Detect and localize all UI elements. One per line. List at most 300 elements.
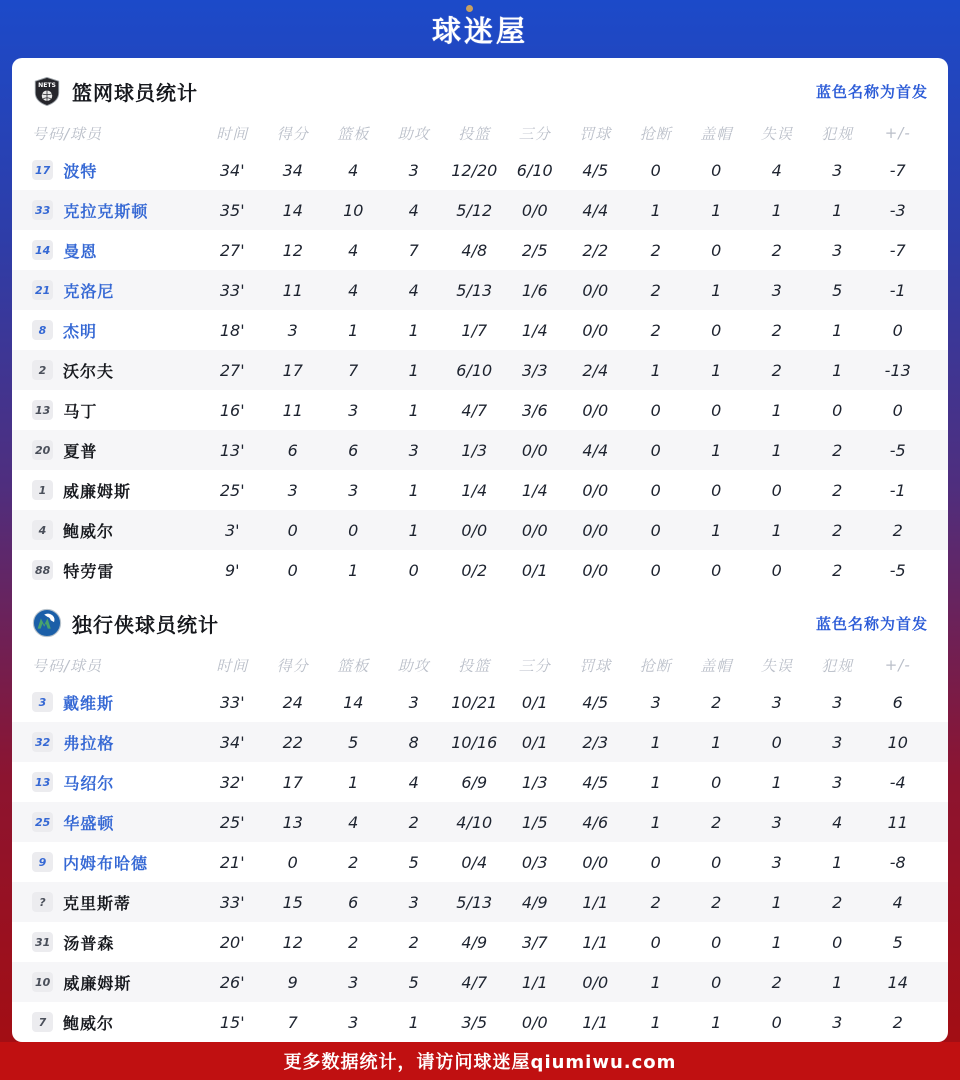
column-header-steals: 抢断 xyxy=(639,656,672,675)
stat-fouls: 4 xyxy=(832,812,843,832)
stat-assists: 0 xyxy=(408,560,419,580)
nets-stats-section xyxy=(12,58,948,590)
section-header xyxy=(12,58,948,116)
stat-steals: 2 xyxy=(650,280,661,300)
stat-steals: 0 xyxy=(650,160,661,180)
footer-link[interactable]: 更多数据统计，请访问球迷屋qiumiwu.com xyxy=(283,1052,677,1073)
player-name: 汤普森 xyxy=(63,933,115,953)
footer-banner xyxy=(0,1042,960,1080)
stat-three-pt: 0/0 xyxy=(521,440,548,460)
stat-steals: 1 xyxy=(650,732,661,752)
player-row xyxy=(12,190,948,230)
player-cell xyxy=(32,771,202,794)
jersey-number-badge: 13 xyxy=(32,400,53,420)
player-cell xyxy=(32,199,202,222)
stat-assists: 1 xyxy=(408,320,419,340)
stat-blocks: 1 xyxy=(711,200,722,220)
stat-fouls: 2 xyxy=(832,892,843,912)
player-name: 杰明 xyxy=(63,321,98,341)
player-cell xyxy=(32,851,202,874)
jersey-number-badge: 2 xyxy=(32,360,53,380)
stat-three-pt: 0/3 xyxy=(521,852,548,872)
stat-blocks: 1 xyxy=(711,280,722,300)
player-name: 波特 xyxy=(63,161,98,181)
jersey-number-badge: 25 xyxy=(32,812,53,832)
starter-legend: 蓝色名称为首发 xyxy=(815,614,928,633)
stat-fg: 1/3 xyxy=(461,440,488,460)
stat-turnovers: 2 xyxy=(771,972,782,992)
stat-points: 7 xyxy=(287,1012,298,1032)
stat-steals: 0 xyxy=(650,480,661,500)
player-row xyxy=(12,470,948,510)
player-cell xyxy=(32,279,202,302)
player-cell xyxy=(32,691,202,714)
stat-assists: 2 xyxy=(408,932,419,952)
stat-fg: 10/16 xyxy=(451,732,498,752)
stat-rebounds: 3 xyxy=(348,1012,359,1032)
stat-steals: 2 xyxy=(650,892,661,912)
column-header-time: 时间 xyxy=(216,124,249,143)
stat-rebounds: 4 xyxy=(348,240,359,260)
player-row xyxy=(12,1002,948,1042)
stat-rebounds: 4 xyxy=(348,280,359,300)
stat-fouls: 2 xyxy=(832,520,843,540)
stat-assists: 3 xyxy=(408,440,419,460)
player-row xyxy=(12,882,948,922)
stat-plus-minus: -1 xyxy=(889,280,906,300)
player-cell xyxy=(32,359,202,382)
player-cell xyxy=(32,439,202,462)
section-title: 独行侠球员统计 xyxy=(72,612,219,637)
player-row xyxy=(12,842,948,882)
stat-fouls: 3 xyxy=(832,772,843,792)
column-header-three-pt: 三分 xyxy=(518,656,551,675)
stat-fg: 4/9 xyxy=(461,932,488,952)
stat-time: 3' xyxy=(224,520,240,540)
stat-turnovers: 1 xyxy=(771,440,782,460)
player-name: 鲍威尔 xyxy=(63,1013,115,1033)
stat-plus-minus: 2 xyxy=(892,1012,903,1032)
stat-fg: 4/7 xyxy=(461,972,488,992)
stat-plus-minus: -7 xyxy=(889,240,906,260)
stat-plus-minus: -5 xyxy=(889,560,906,580)
player-cell xyxy=(32,479,202,502)
stat-three-pt: 1/4 xyxy=(521,320,548,340)
stat-points: 0 xyxy=(287,852,298,872)
stat-points: 24 xyxy=(282,692,303,712)
stat-three-pt: 0/1 xyxy=(521,732,548,752)
stat-plus-minus: 10 xyxy=(887,732,908,752)
column-header-fg: 投篮 xyxy=(458,656,491,675)
player-cell xyxy=(32,931,202,954)
table-body xyxy=(12,682,948,1042)
stat-fouls: 2 xyxy=(832,440,843,460)
stat-fg: 5/12 xyxy=(456,200,493,220)
stat-steals: 1 xyxy=(650,972,661,992)
stat-rebounds: 10 xyxy=(343,200,364,220)
stat-plus-minus: 4 xyxy=(892,892,903,912)
player-name: 威廉姆斯 xyxy=(63,481,132,501)
stat-points: 11 xyxy=(282,400,303,420)
stat-three-pt: 1/6 xyxy=(521,280,548,300)
table-body xyxy=(12,150,948,590)
stat-ft: 2/2 xyxy=(582,240,609,260)
jersey-number-badge: 21 xyxy=(32,280,53,300)
stat-fouls: 1 xyxy=(832,852,843,872)
stat-fg: 3/5 xyxy=(461,1012,488,1032)
player-name: 内姆布哈德 xyxy=(63,853,149,873)
stat-turnovers: 1 xyxy=(771,932,782,952)
stat-blocks: 2 xyxy=(711,812,722,832)
stat-plus-minus: -4 xyxy=(889,772,906,792)
stat-time: 15' xyxy=(219,1012,245,1032)
stat-plus-minus: -8 xyxy=(889,852,906,872)
stat-ft: 4/5 xyxy=(582,772,609,792)
player-row xyxy=(12,722,948,762)
stat-blocks: 0 xyxy=(711,400,722,420)
stat-plus-minus: -3 xyxy=(889,200,906,220)
stat-points: 0 xyxy=(287,560,298,580)
stat-fouls: 3 xyxy=(832,692,843,712)
player-cell xyxy=(32,239,202,262)
stat-fouls: 1 xyxy=(832,360,843,380)
stat-time: 25' xyxy=(219,812,245,832)
column-header-player: 号码/球员 xyxy=(32,124,103,143)
player-cell xyxy=(32,319,202,342)
stat-ft: 0/0 xyxy=(582,280,609,300)
stat-steals: 1 xyxy=(650,360,661,380)
player-cell xyxy=(32,159,202,182)
stat-points: 22 xyxy=(282,732,303,752)
player-cell xyxy=(32,519,202,542)
stat-plus-minus: 11 xyxy=(887,812,908,832)
player-name: 鲍威尔 xyxy=(63,521,115,541)
stat-turnovers: 4 xyxy=(771,160,782,180)
stat-fg: 4/10 xyxy=(456,812,493,832)
jersey-number-badge: 88 xyxy=(32,560,53,580)
stat-three-pt: 6/10 xyxy=(516,160,553,180)
stat-fouls: 1 xyxy=(832,320,843,340)
stat-turnovers: 3 xyxy=(771,852,782,872)
stat-fg: 0/0 xyxy=(461,520,488,540)
column-header-three-pt: 三分 xyxy=(518,124,551,143)
stat-ft: 2/3 xyxy=(582,732,609,752)
stat-assists: 5 xyxy=(408,852,419,872)
player-row xyxy=(12,922,948,962)
column-header-fouls: 犯规 xyxy=(821,124,854,143)
stat-plus-minus: -1 xyxy=(889,480,906,500)
jersey-number-badge: 13 xyxy=(32,772,53,792)
stat-ft: 4/4 xyxy=(582,440,609,460)
stat-fouls: 3 xyxy=(832,160,843,180)
stat-steals: 2 xyxy=(650,320,661,340)
stat-ft: 4/4 xyxy=(582,200,609,220)
player-row xyxy=(12,390,948,430)
stat-ft: 0/0 xyxy=(582,852,609,872)
stat-fg: 4/8 xyxy=(461,240,488,260)
stat-turnovers: 1 xyxy=(771,400,782,420)
stat-time: 34' xyxy=(219,160,245,180)
jersey-number-badge: 31 xyxy=(32,932,53,952)
stat-time: 18' xyxy=(219,320,245,340)
stat-rebounds: 3 xyxy=(348,480,359,500)
stat-assists: 2 xyxy=(408,812,419,832)
stat-ft: 1/1 xyxy=(582,892,609,912)
stat-plus-minus: 14 xyxy=(887,972,908,992)
stat-fg: 12/20 xyxy=(451,160,498,180)
stat-plus-minus: -7 xyxy=(889,160,906,180)
mavericks-stats-section xyxy=(12,590,948,1042)
jersey-number-badge: 17 xyxy=(32,160,53,180)
stat-assists: 1 xyxy=(408,360,419,380)
jersey-number-badge: 8 xyxy=(32,320,53,340)
stat-assists: 7 xyxy=(408,240,419,260)
stat-fouls: 1 xyxy=(832,972,843,992)
stat-steals: 0 xyxy=(650,852,661,872)
stat-blocks: 1 xyxy=(711,520,722,540)
stat-three-pt: 0/0 xyxy=(521,520,548,540)
stat-turnovers: 2 xyxy=(771,320,782,340)
column-header-fg: 投篮 xyxy=(458,124,491,143)
stat-blocks: 0 xyxy=(711,320,722,340)
stat-blocks: 0 xyxy=(711,240,722,260)
player-name: 克里斯蒂 xyxy=(63,893,132,913)
stat-plus-minus: -13 xyxy=(884,360,911,380)
jersey-number-badge: 1 xyxy=(32,480,53,500)
stat-fg: 1/4 xyxy=(461,480,488,500)
stat-steals: 1 xyxy=(650,812,661,832)
player-cell xyxy=(32,559,202,582)
stat-rebounds: 7 xyxy=(348,360,359,380)
stat-points: 12 xyxy=(282,932,303,952)
stat-fg: 0/4 xyxy=(461,852,488,872)
site-logo: 球迷屋 xyxy=(432,9,528,50)
svg-text:NETS: NETS xyxy=(38,81,56,89)
stat-plus-minus: 0 xyxy=(892,400,903,420)
jersey-number-badge: 10 xyxy=(32,972,53,992)
stat-ft: 0/0 xyxy=(582,972,609,992)
player-name: 马丁 xyxy=(63,401,98,421)
stat-fg: 4/7 xyxy=(461,400,488,420)
stat-fg: 5/13 xyxy=(456,892,493,912)
stat-time: 20' xyxy=(219,932,245,952)
starter-legend: 蓝色名称为首发 xyxy=(815,82,928,101)
jersey-number-badge: ? xyxy=(32,892,53,912)
stat-time: 25' xyxy=(219,480,245,500)
stat-assists: 3 xyxy=(408,692,419,712)
player-row xyxy=(12,550,948,590)
stat-ft: 2/4 xyxy=(582,360,609,380)
stat-plus-minus: 6 xyxy=(892,692,903,712)
player-cell xyxy=(32,731,202,754)
stat-fg: 1/7 xyxy=(461,320,488,340)
stat-turnovers: 0 xyxy=(771,480,782,500)
stat-three-pt: 0/1 xyxy=(521,560,548,580)
player-row xyxy=(12,350,948,390)
stat-points: 9 xyxy=(287,972,298,992)
stat-time: 33' xyxy=(219,892,245,912)
player-row xyxy=(12,802,948,842)
stat-plus-minus: -5 xyxy=(889,440,906,460)
stat-plus-minus: 2 xyxy=(892,520,903,540)
stat-time: 33' xyxy=(219,692,245,712)
stat-blocks: 0 xyxy=(711,480,722,500)
stat-assists: 3 xyxy=(408,892,419,912)
stat-fouls: 0 xyxy=(832,932,843,952)
stat-steals: 3 xyxy=(650,692,661,712)
stat-three-pt: 3/6 xyxy=(521,400,548,420)
player-row xyxy=(12,762,948,802)
stat-blocks: 0 xyxy=(711,932,722,952)
stat-fg: 0/2 xyxy=(461,560,488,580)
stat-plus-minus: 0 xyxy=(892,320,903,340)
stat-three-pt: 4/9 xyxy=(521,892,548,912)
stat-rebounds: 2 xyxy=(348,932,359,952)
stat-turnovers: 1 xyxy=(771,892,782,912)
player-name: 夏普 xyxy=(63,441,98,461)
stat-points: 34 xyxy=(282,160,303,180)
stat-points: 17 xyxy=(282,772,303,792)
stat-points: 17 xyxy=(282,360,303,380)
stat-turnovers: 0 xyxy=(771,560,782,580)
player-row xyxy=(12,430,948,470)
jersey-number-badge: 4 xyxy=(32,520,53,540)
stat-ft: 0/0 xyxy=(582,400,609,420)
column-header-fouls: 犯规 xyxy=(821,656,854,675)
stat-ft: 4/6 xyxy=(582,812,609,832)
jersey-number-badge: 3 xyxy=(32,692,53,712)
player-name: 华盛顿 xyxy=(63,813,115,833)
stat-ft: 1/1 xyxy=(582,1012,609,1032)
stat-ft: 0/0 xyxy=(582,480,609,500)
stat-rebounds: 4 xyxy=(348,160,359,180)
column-header-points: 得分 xyxy=(276,124,309,143)
player-row xyxy=(12,682,948,722)
section-title: 篮网球员统计 xyxy=(72,80,198,105)
stat-three-pt: 0/1 xyxy=(521,692,548,712)
stat-ft: 0/0 xyxy=(582,520,609,540)
stat-assists: 1 xyxy=(408,1012,419,1032)
stat-turnovers: 2 xyxy=(771,360,782,380)
stat-assists: 5 xyxy=(408,972,419,992)
column-header-player: 号码/球员 xyxy=(32,656,103,675)
stat-time: 35' xyxy=(219,200,245,220)
jersey-number-badge: 32 xyxy=(32,732,53,752)
stat-ft: 0/0 xyxy=(582,320,609,340)
stat-three-pt: 3/7 xyxy=(521,932,548,952)
stat-assists: 1 xyxy=(408,400,419,420)
column-header-turnovers: 失误 xyxy=(760,656,793,675)
stat-blocks: 1 xyxy=(711,440,722,460)
stat-turnovers: 2 xyxy=(771,240,782,260)
stat-steals: 0 xyxy=(650,400,661,420)
stat-three-pt: 1/4 xyxy=(521,480,548,500)
stat-blocks: 0 xyxy=(711,772,722,792)
stat-steals: 0 xyxy=(650,932,661,952)
stat-time: 27' xyxy=(219,360,245,380)
column-header-turnovers: 失误 xyxy=(760,124,793,143)
stat-assists: 1 xyxy=(408,520,419,540)
stat-fouls: 3 xyxy=(832,240,843,260)
column-header-rebounds: 篮板 xyxy=(337,124,370,143)
stat-three-pt: 3/3 xyxy=(521,360,548,380)
stat-rebounds: 6 xyxy=(348,440,359,460)
stat-points: 15 xyxy=(282,892,303,912)
stat-turnovers: 3 xyxy=(771,812,782,832)
jersey-number-badge: 7 xyxy=(32,1012,53,1032)
stat-rebounds: 0 xyxy=(348,520,359,540)
stat-blocks: 1 xyxy=(711,1012,722,1032)
stat-time: 21' xyxy=(219,852,245,872)
site-header xyxy=(0,0,960,58)
column-header-plus-minus: +/- xyxy=(884,124,911,142)
stat-turnovers: 1 xyxy=(771,772,782,792)
stat-three-pt: 1/1 xyxy=(521,972,548,992)
stats-card xyxy=(12,58,948,1042)
player-name: 克洛尼 xyxy=(63,281,115,301)
stat-fouls: 1 xyxy=(832,200,843,220)
column-header-ft: 罚球 xyxy=(579,124,612,143)
player-row xyxy=(12,310,948,350)
column-header-rebounds: 篮板 xyxy=(337,656,370,675)
stat-blocks: 0 xyxy=(711,972,722,992)
stat-steals: 1 xyxy=(650,772,661,792)
stat-blocks: 2 xyxy=(711,892,722,912)
stat-ft: 1/1 xyxy=(582,932,609,952)
stat-blocks: 1 xyxy=(711,732,722,752)
stat-points: 12 xyxy=(282,240,303,260)
player-name: 戴维斯 xyxy=(63,693,115,713)
column-header-assists: 助攻 xyxy=(397,656,430,675)
stat-assists: 8 xyxy=(408,732,419,752)
player-row xyxy=(12,962,948,1002)
stat-three-pt: 1/5 xyxy=(521,812,548,832)
stat-rebounds: 4 xyxy=(348,812,359,832)
stat-steals: 0 xyxy=(650,520,661,540)
stat-turnovers: 0 xyxy=(771,732,782,752)
nets-team-logo-icon xyxy=(32,76,62,106)
stat-steals: 0 xyxy=(650,560,661,580)
stat-three-pt: 0/0 xyxy=(521,200,548,220)
stat-rebounds: 3 xyxy=(348,972,359,992)
stat-points: 6 xyxy=(287,440,298,460)
stat-blocks: 0 xyxy=(711,852,722,872)
stat-rebounds: 2 xyxy=(348,852,359,872)
stat-points: 14 xyxy=(282,200,303,220)
stat-time: 9' xyxy=(224,560,240,580)
player-name: 马绍尔 xyxy=(63,773,115,793)
stat-fouls: 3 xyxy=(832,732,843,752)
column-header-ft: 罚球 xyxy=(579,656,612,675)
stat-time: 26' xyxy=(219,972,245,992)
column-header-time: 时间 xyxy=(216,656,249,675)
stat-fouls: 5 xyxy=(832,280,843,300)
stat-ft: 4/5 xyxy=(582,160,609,180)
stat-steals: 2 xyxy=(650,240,661,260)
stat-blocks: 1 xyxy=(711,360,722,380)
stat-turnovers: 1 xyxy=(771,520,782,540)
stat-time: 13' xyxy=(219,440,245,460)
stat-time: 16' xyxy=(219,400,245,420)
stat-fouls: 2 xyxy=(832,560,843,580)
stat-blocks: 0 xyxy=(711,160,722,180)
player-row xyxy=(12,230,948,270)
column-header-row xyxy=(12,648,948,682)
column-header-steals: 抢断 xyxy=(639,124,672,143)
column-header-blocks: 盖帽 xyxy=(700,124,733,143)
stat-fg: 6/9 xyxy=(461,772,488,792)
stat-three-pt: 0/0 xyxy=(521,1012,548,1032)
